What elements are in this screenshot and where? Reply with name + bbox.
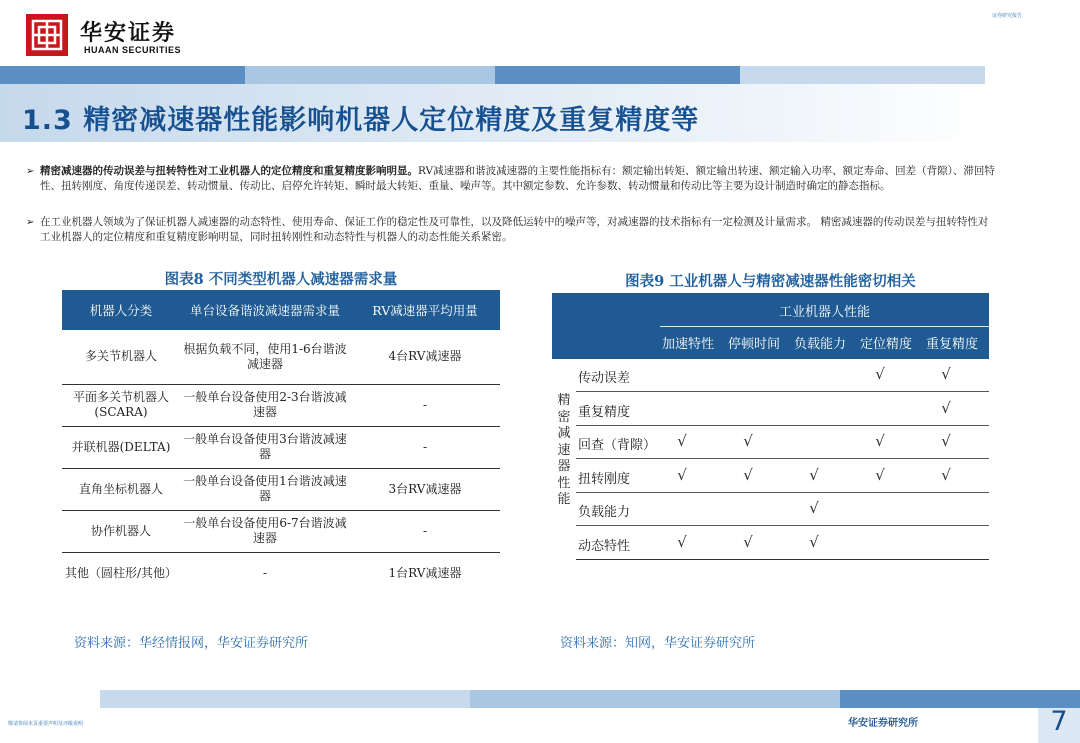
table-cell: 1台RV减速器 xyxy=(388,565,462,580)
brand-name-cn: 华安证券 xyxy=(80,20,177,46)
table-cell: 一般单台设备使用3台谐波减速器 xyxy=(180,426,350,468)
check-mark-icon: √ xyxy=(743,465,753,484)
matrix-row-label: 传动误差 xyxy=(578,371,631,386)
bullet-1 xyxy=(26,164,996,194)
table-row xyxy=(62,468,500,510)
robot-reducer-demand-table xyxy=(62,290,500,594)
check-mark-icon: √ xyxy=(809,532,819,551)
table-cell: 平面多关节机器人(SCARA) xyxy=(62,384,180,426)
bullet-2 xyxy=(26,215,996,245)
table-header-row xyxy=(62,290,500,330)
table-cell: 一般单台设备使用6-7台谐波减速器 xyxy=(180,510,350,552)
col-header: 定位精度 xyxy=(860,337,913,352)
check-mark-icon: √ xyxy=(743,432,753,450)
table-cell: 其他（圆柱形/其他） xyxy=(64,565,178,580)
table-cell: 一般单台设备使用1台谐波减速器 xyxy=(180,468,350,510)
report-type: 证券研究报告 xyxy=(991,13,1022,19)
check-mark-icon: √ xyxy=(677,465,687,484)
table-cell: 3台RV减速器 xyxy=(350,468,500,510)
brand-name-en: HUAAN SECURITIES xyxy=(84,45,182,55)
matrix-header xyxy=(552,293,989,359)
bullet-1-text: RV减速器和谐波减速器的主要性能指标有：额定输出转矩、额定输出转速、额定输入功率、额定寿命、回差（背隙）、滞回特性、扭转刚度、角度传递误差、转动惯量、传动比、启停允许转矩、瞬时最大转矩、重量、噪声等。其中额定参数、允许参数、转动惯量和传动比等主要为设计制造时确定的静态指标。 xyxy=(40,165,995,192)
matrix-row-label: 回查（背隙） xyxy=(578,438,657,453)
arrow-bullet-icon: ➢ xyxy=(26,217,35,228)
footer-org: 华安证券研究所 xyxy=(848,718,918,729)
check-mark-icon: √ xyxy=(809,465,819,484)
table-cell: 并联机器(DELTA) xyxy=(62,426,180,468)
table-row xyxy=(62,552,500,594)
page-number: 7 xyxy=(1050,706,1068,737)
check-mark-icon: √ xyxy=(941,365,951,383)
table-cell: 一般单台设备使用2-3台谐波减速器 xyxy=(180,384,350,426)
check-mark-icon: √ xyxy=(875,365,885,383)
chart9-caption: 图表9 工业机器人与精密减速器性能密切相关 xyxy=(625,273,916,290)
table-row xyxy=(62,384,500,426)
table-cell: - xyxy=(350,426,500,468)
arrow-bullet-icon: ➢ xyxy=(26,166,35,177)
check-mark-icon: √ xyxy=(677,532,687,551)
bullet-1-bold: 精密减速器的传动误差与扭转特性对工业机器人的定位精度和重复精度影响明显。 xyxy=(40,165,418,177)
table-cell: - xyxy=(350,384,500,426)
matrix-row xyxy=(576,393,989,426)
table-cell: 4台RV减速器 xyxy=(350,330,500,384)
chart8-caption: 图表8 不同类型机器人减速器需求量 xyxy=(164,271,398,288)
col-header: 重复精度 xyxy=(926,337,979,352)
matrix-row xyxy=(576,359,989,392)
logo xyxy=(26,14,68,56)
page-title: 1.3 精密减速器性能影响机器人定位精度及重复精度等 xyxy=(22,105,700,136)
check-mark-icon: √ xyxy=(743,532,753,551)
table-cell: 直角坐标机器人 xyxy=(62,468,180,510)
matrix-row xyxy=(576,527,989,560)
col-header: 机器人分类 xyxy=(62,290,180,330)
title-decor-band xyxy=(0,66,1080,84)
check-mark-icon: √ xyxy=(875,465,885,484)
col-header: 负载能力 xyxy=(794,337,847,352)
table-row xyxy=(62,330,500,384)
bullet-2-text: 在工业机器人领域为了保证机器人减速器的动态特性、使用寿命、保证工作的稳定性及可靠性，以及降低运转中的噪声等，对减速器的技术指标有一定检测及计量需求。 精密减速器的传动误差与扭转特性对工业机器人的定位精度和重复精度影响明显，同时扭转刚性和动态特性与机器人的动态性能关系紧密。 xyxy=(40,216,989,243)
table-row xyxy=(62,426,500,468)
table-cell: - xyxy=(262,565,268,580)
matrix-row-label: 重复精度 xyxy=(578,404,631,420)
matrix-side-label: 精密减速器性能 xyxy=(557,393,571,507)
col-header: 停顿时间 xyxy=(728,337,781,352)
check-mark-icon: √ xyxy=(941,432,951,450)
matrix-row-label: 动态特性 xyxy=(578,538,631,554)
chart9-source: 资料来源：知网，华安证券研究所 xyxy=(560,636,756,651)
check-mark-icon: √ xyxy=(677,432,687,450)
matrix-row xyxy=(576,426,989,459)
table-cell: 根据负载不同，使用1-6台谐波减速器 xyxy=(180,330,350,384)
footer-decor-band xyxy=(0,690,1080,708)
check-mark-icon: √ xyxy=(941,398,951,417)
matrix-row-label: 扭转刚度 xyxy=(578,471,631,487)
matrix-row-label: 负载能力 xyxy=(578,505,631,520)
matrix-header-title: 工业机器人性能 xyxy=(778,305,870,320)
table-cell: 协作机器人 xyxy=(62,510,180,552)
table-row xyxy=(62,510,500,552)
table-cell: 多关节机器人 xyxy=(62,330,180,384)
col-header: 加速特性 xyxy=(662,337,715,352)
huaan-logo-icon xyxy=(30,18,64,52)
chart8-source: 资料来源：华经情报网，华安证券研究所 xyxy=(74,636,309,651)
check-mark-icon: √ xyxy=(941,465,951,484)
col-header: RV减速器平均用量 xyxy=(350,290,500,330)
footer-disclaimer: 敬请参阅末页重要声明及评级说明 xyxy=(8,721,84,727)
matrix-row xyxy=(576,460,989,493)
col-header: 单台设备谐波减速器需求量 xyxy=(180,290,350,330)
check-mark-icon: √ xyxy=(875,432,885,450)
table-cell: - xyxy=(350,510,500,552)
check-mark-icon: √ xyxy=(809,499,819,517)
matrix-row xyxy=(576,493,989,526)
